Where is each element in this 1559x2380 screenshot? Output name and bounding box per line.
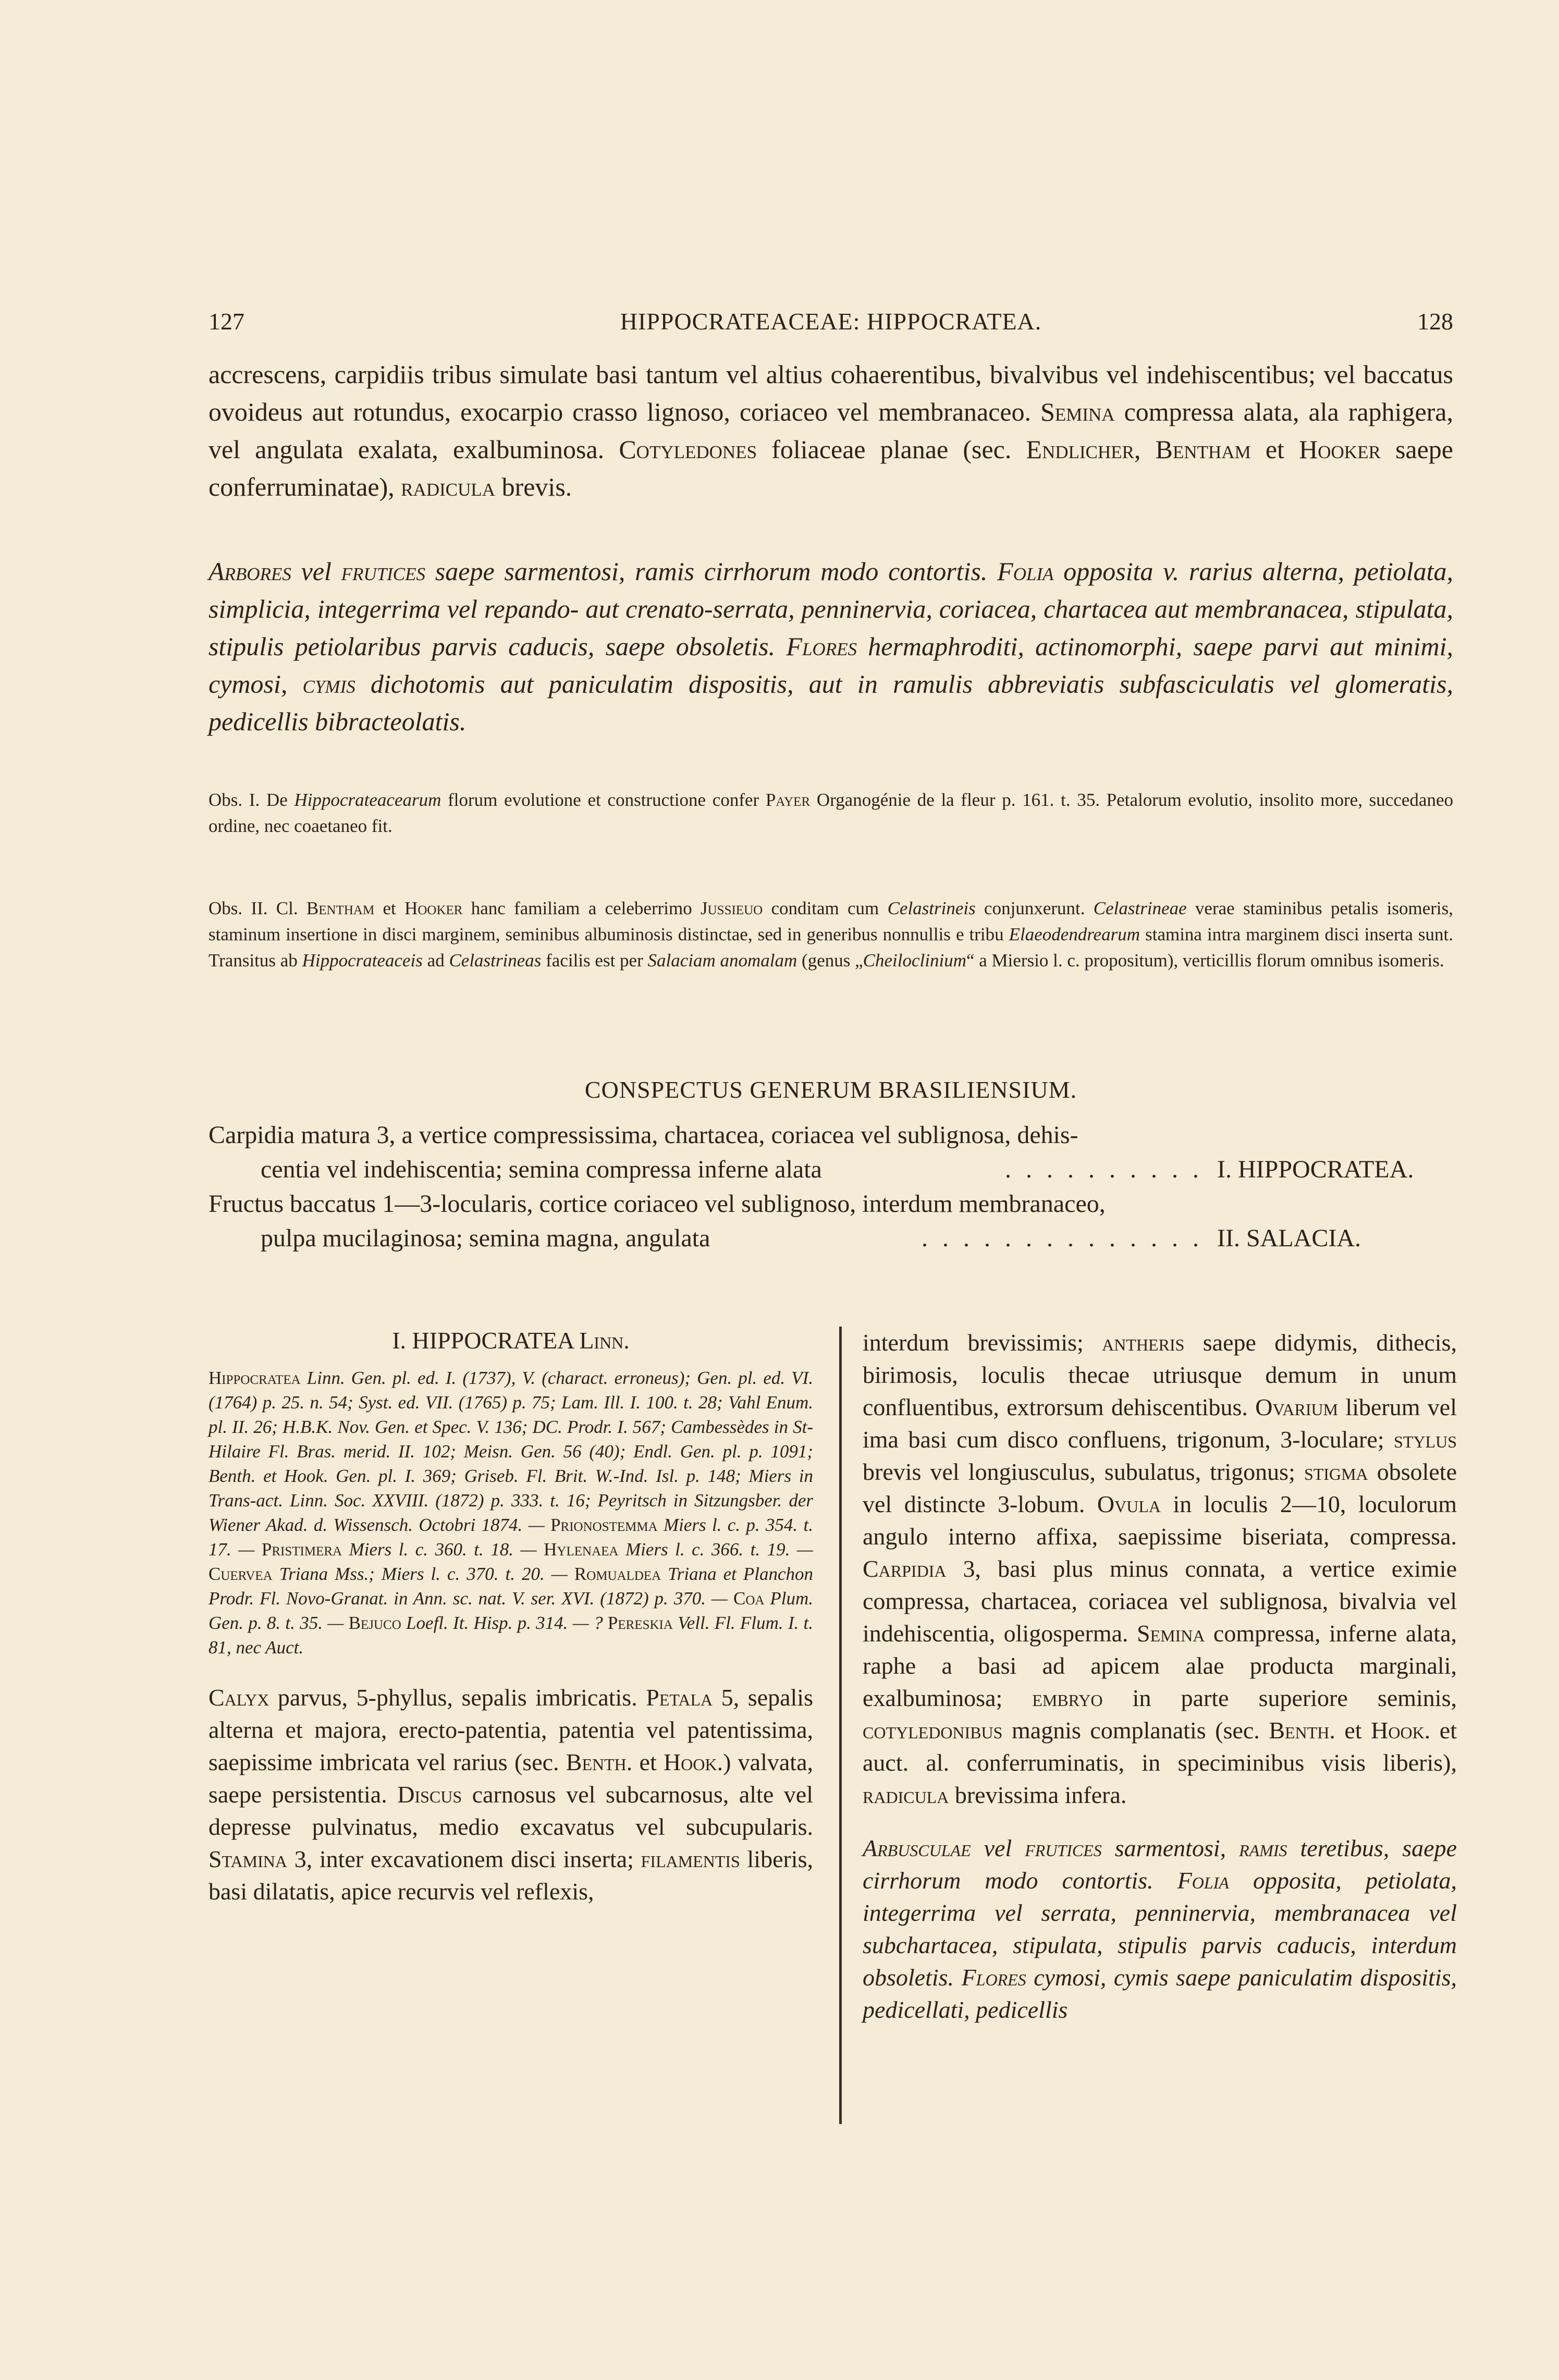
observation-1: Obs. I. De Hippocrateacearum florum evolutione et constructione confer Payer Organogénie de la fleur p. 161. t. 35. Petalorum evolutio, insolito more, succedaneo ordine, nec coaetaneo fit.: [208, 790, 1453, 836]
running-header: [208, 308, 1453, 344]
key-result-hippocratea: I. HIPPOCRATEA.: [1217, 1156, 1414, 1183]
key-line-4: pulpa mucilaginosa; semina magna, angulata . . . . . . . . . . . . . . II. SALACIA.: [261, 1224, 1361, 1252]
page-number-left: 127: [208, 308, 244, 335]
generic-description-left: Calyx parvus, 5-phyllus, sepalis imbricatis. Petala 5, sepalis alterna et majora, erecto-patentia, patentia vel patentissima, saepissime imbricata vel rarius (sec. Benth. et Hook.) valvata, saepe persistentia. Discus carnosus vel subcarnosus, alte vel depresse pulvinatus, medio excavatus vel subcupularis. Stamina 3, inter excavationem disci inserta; filamentis liberis, basi dilatatis, apice recurvis vel reflexis,: [208, 1684, 813, 1905]
conspectus-title: CONSPECTUS GENERUM BRASILIENSIUM.: [584, 1076, 1077, 1103]
key-line-3: Fructus baccatus 1—3-locularis, cortice coriaceo vel sublignoso, interdum membranaceo,: [208, 1190, 1106, 1218]
key-line-1: Carpidia matura 3, a vertice compressissima, chartacea, coriacea vel sublignosa, dehis-: [208, 1121, 1078, 1149]
fruit-description-paragraph: accrescens, carpidiis tribus simulate basi tantum vel altius cohaerentibus, bivalvibus vel indehiscentibus; vel baccatus ovoideus aut rotundus, exocarpio crasso lignoso, coriaceo vel membranaceo. Semina compressa alata, ala raphigera, vel angulata exalata, exalbuminosa. Cotyledones foliaceae planae (sec. Endlicher, Bentham et Hooker saepe conferruminatae), radicula brevis.: [208, 360, 1454, 501]
generic-description-right: interdum brevissimis; antheris saepe didymis, dithecis, birimosis, loculis thecae utriusque demum in unum confluentibus, extrorsum dehiscentibus. Ovarium liberum vel ima basi cum disco confluens, trigonum, 3-loculare; stylus brevis vel longiusculus, subulatus, trigonus; stigma obsolete vel distincte 3-lobum. Ovula in loculis 2—10, loculorum angulo interno affixa, saepissime biseriata, compressa. Carpidia 3, basi plus minus connata, a vertice eximie compressa, chartacea, coriacea vel sublignosa, bivalvia vel indehiscentia, oligosperma. Semina compressa, inferne alata, raphe a basi ad apicem alae producta marginali, exalbuminosa; embryo in parte superiore seminis, cotyledonibus magnis complanatis (sec. Benth. et Hook. et auct. al. conferruminatis, in speciminibus visis liberis), radicula brevissima infera.: [863, 1329, 1457, 1808]
page-number-right: 128: [1417, 308, 1453, 335]
left-column: [208, 1327, 813, 1908]
genus-title: I. HIPPOCRATEA Linn.: [392, 1327, 630, 1354]
synonymy: Hippocratea Linn. Gen. pl. ed. I. (1737), V. (charact. erroneus); Gen. pl. ed. VI. (1764) p. 25. n. 54; Syst. ed. VII. (1765) p. 75; Lam. Ill. I. 100. t. 28; Vahl Enum. pl. II. 26; H.B.K. Nov. Gen. et Spec. V. 136; DC. Prodr. I. 567; Cambessèdes in St-Hilaire Fl. Bras. merid. II. 102; Meisn. Gen. 56 (40); Endl. Gen. pl. p. 1091; Benth. et Hook. Gen. pl. I. 369; Griseb. Fl. Brit. W.-Ind. Isl. p. 148; Miers in Trans-act. Linn. Soc. XXVIII. (1872) p. 333. t. 16; Peyritsch in Sitzungsber. der Wiener Akad. d. Wissensch. Octobri 1874. — Prionostemma Miers l. c. p. 354. t. 17. — Pristimera Miers l. c. 360. t. 18. — Hylenaea Miers l. c. 366. t. 19. — Cuervea Triana Mss.; Miers l. c. 370. t. 20. — Romualdea Triana et Planchon Prodr. Fl. Novo-Granat. in Ann. sc. nat. V. ser. XVI. (1872) p. 370. — Coa Plum. Gen. p. 8. t. 35. — Bejuco Loefl. It. Hisp. p. 314. — ? Pereskia Vell. Fl. Flum. I. t. 81, nec Auct.: [208, 1368, 813, 1658]
habit-description-right: Arbusculae vel frutices sarmentosi, ramis teretibus, saepe cirrhorum modo contortis. Folia opposita, petiolata, integerrima vel serrata, penninervia, membranacea vel subchartacea, stipulata, stipulis parvis caducis, interdum obsoletis. Flores cymosi, cymis saepe paniculatim dispositis, pedicellati, pedicellis: [863, 1835, 1457, 2023]
observation-2: Obs. II. Cl. Bentham et Hooker hanc familiam a celeberrimo Jussieuo conditam cum Celastrineis conjunxerunt. Celastrineae verae staminibus petalis isomeris, staminum insertione in disci marginem, seminibus albuminosis distinctae, sed in generibus nonnullis e tribu Elaeodendrearum stamina intra marginem disci inserta sunt. Transitus ab Hippocrateaceis ad Celastrineas facilis est per Salaciam anomalam (genus „Cheiloclinium“ a Miersio l. c. propositum), verticillis florum omnibus isomeris.: [208, 898, 1453, 971]
habit-paragraph: Arbores vel frutices saepe sarmentosi, ramis cirrhorum modo contortis. Folia opposita v. rarius alterna, petiolata, simplicia, integerrima vel repando- aut crenato-serrata, penninervia, coriacea, chartacea aut membranacea, stipulata, stipulis petiolaribus parvis caducis, saepe obsoletis. Flores hermaphroditi, actinomorphi, saepe parvi aut minimi, cymosi, cymis dichotomis aut paniculatim dispositis, aut in ramulis abbreviatis subfasciculatis vel glomeratis, pedicellis bibracteolatis.: [208, 557, 1454, 736]
column-divider: [839, 1327, 842, 2124]
running-title: HIPPOCRATEACEAE: HIPPOCRATEA.: [620, 308, 1042, 335]
right-column: [863, 1327, 1457, 2026]
key-result-salacia: II. SALACIA.: [1217, 1224, 1361, 1252]
key-line-2: centia vel indehiscentia; semina compressa inferne alata . . . . . . . . . . I. HIPPOCRATEA.: [261, 1156, 1414, 1183]
